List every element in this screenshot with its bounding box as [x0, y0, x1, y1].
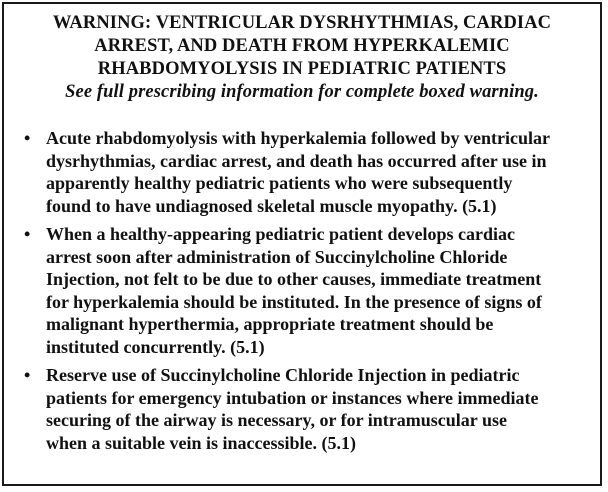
bullet-text	[46, 364, 594, 454]
bullet-icon: •	[24, 224, 31, 244]
warning-subtitle: See full prescribing information for complete boxed warning.	[65, 82, 539, 102]
bullet-text-line: patients for emergency intubation or instances where immediate	[46, 387, 539, 408]
bullet-text-line: Injection, not felt to be due to other causes, immediate treatment	[46, 269, 542, 289]
bullet-text	[46, 223, 594, 358]
bullet-text-line: Reserve use of Succinylcholine Chloride Injection in pediatric	[46, 365, 520, 385]
boxed-warning	[2, 2, 602, 486]
warning-bullet-item	[24, 127, 594, 217]
warning-title-line: ARREST, AND DEATH FROM HYPERKALEMIC	[94, 36, 510, 56]
warning-title-line: RHABDOMYOLYSIS IN PEDIATRIC PATIENTS	[97, 59, 507, 79]
warning-title-line: WARNING: VENTRICULAR DYSRHYTHMIAS, CARDIAC	[52, 13, 552, 33]
warning-bullet-item	[24, 223, 594, 358]
bullet-text-line: for hyperkalemia should be instituted. In the presence of signs of	[46, 291, 542, 312]
warning-bullet-item	[24, 364, 594, 454]
bullet-text-line: found to have undiagnosed skeletal muscle myopathy. (5.1)	[46, 195, 497, 216]
bullet-text-line: arrest soon after administration of Succinylcholine Chloride	[46, 246, 508, 267]
bullet-text-line: apparently healthy pediatric patients who were subsequently	[46, 173, 513, 193]
bullet-text-line: securing of the airway is necessary, or for intramuscular use	[46, 410, 507, 430]
bullet-text	[46, 127, 594, 217]
bullet-icon: •	[24, 365, 31, 385]
bullet-text-line: when a suitable vein is inaccessible. (5.1)	[46, 432, 357, 453]
bullet-text-line: dysrhythmias, cardiac arrest, and death has occurred after use in	[46, 150, 547, 171]
bullet-text-line: When a healthy-appearing pediatric patient develops cardiac	[46, 224, 515, 244]
bullet-text-line: malignant hyperthermia, appropriate treatment should be	[46, 314, 494, 334]
bullet-icon: •	[24, 128, 31, 148]
bullet-text-line: Acute rhabdomyolysis with hyperkalemia followed by ventricular	[46, 128, 550, 148]
bullet-text-line: instituted concurrently. (5.1)	[46, 336, 265, 357]
warning-bullet-list	[24, 127, 594, 460]
warning-heading	[4, 12, 600, 104]
